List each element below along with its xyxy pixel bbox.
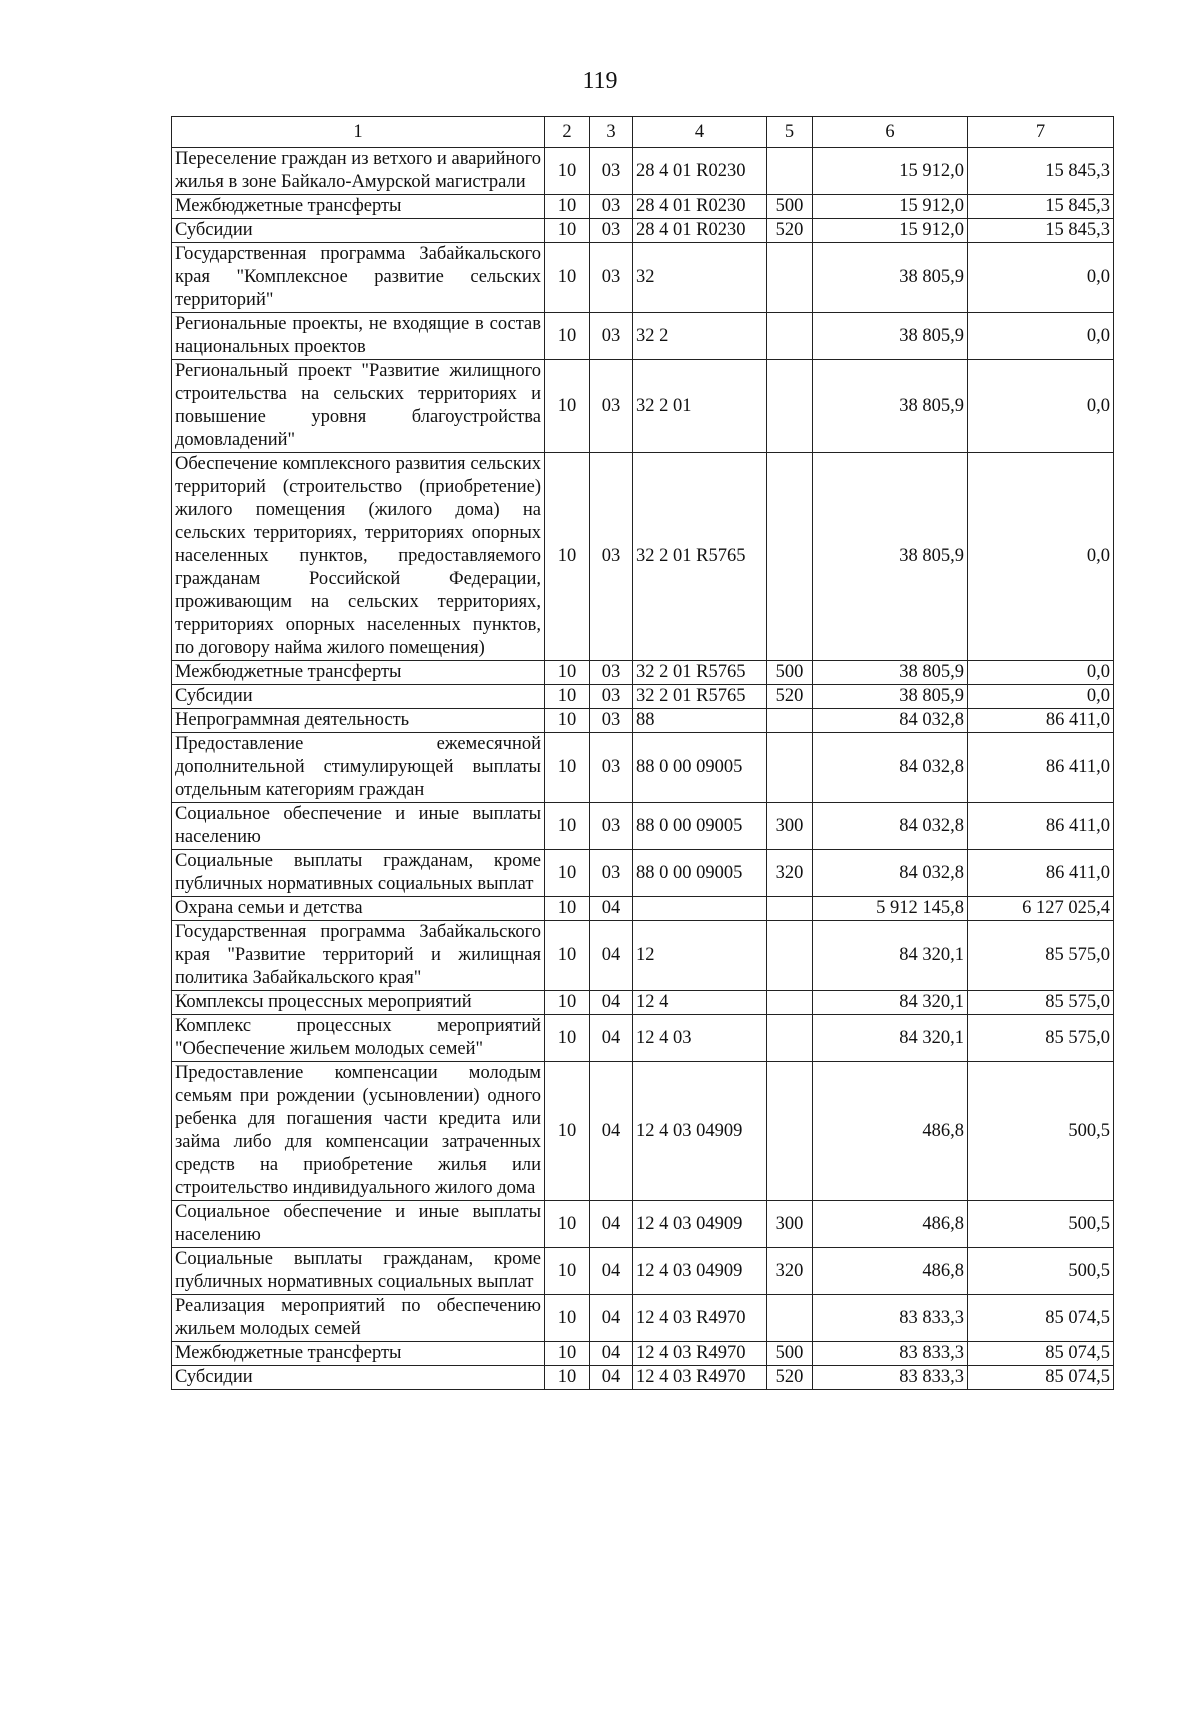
expense-type-cell: 320	[767, 1248, 813, 1295]
amount-year1-cell: 83 833,3	[813, 1295, 968, 1342]
table-row	[172, 313, 1114, 360]
amount-year1-cell: 84 032,8	[813, 733, 968, 803]
section-code-cell: 10	[545, 1201, 590, 1248]
subsection-code-cell: 03	[590, 685, 633, 709]
target-article-cell: 12 4 03 R4970	[633, 1295, 767, 1342]
amount-year2-cell: 500,5	[968, 1201, 1114, 1248]
target-article-cell	[633, 897, 767, 921]
section-code-cell: 10	[545, 219, 590, 243]
section-code-cell: 10	[545, 195, 590, 219]
row-name-cell: Государственная программа Забайкальского края "Комплексное развитие сельских территорий"	[172, 243, 545, 313]
amount-year1-cell: 486,8	[813, 1201, 968, 1248]
amount-year1-cell: 84 320,1	[813, 1015, 968, 1062]
column-header-2: 2	[545, 117, 590, 148]
expense-type-cell	[767, 148, 813, 195]
column-header-6: 6	[813, 117, 968, 148]
column-header-3: 3	[590, 117, 633, 148]
row-name-cell: Субсидии	[172, 685, 545, 709]
amount-year2-cell: 86 411,0	[968, 803, 1114, 850]
subsection-code-cell: 04	[590, 1062, 633, 1201]
amount-year2-cell: 86 411,0	[968, 709, 1114, 733]
amount-year1-cell: 38 805,9	[813, 243, 968, 313]
section-code-cell: 10	[545, 1015, 590, 1062]
subsection-code-cell: 03	[590, 360, 633, 453]
amount-year1-cell: 15 912,0	[813, 195, 968, 219]
target-article-cell: 28 4 01 R0230	[633, 195, 767, 219]
row-name-cell: Предоставление компенсации молодым семьям при рождении (усыновлении) одного ребенка для погашения части кредита или займа либо для компенсации затраченных средств на приобретение жилья или строительство индивидуального жилого дома	[172, 1062, 545, 1201]
subsection-code-cell: 03	[590, 850, 633, 897]
amount-year1-cell: 83 833,3	[813, 1342, 968, 1366]
row-name-cell: Комплекс процессных мероприятий "Обеспечение жильем молодых семей"	[172, 1015, 545, 1062]
expense-type-cell	[767, 313, 813, 360]
expense-type-cell	[767, 991, 813, 1015]
subsection-code-cell: 03	[590, 313, 633, 360]
section-code-cell: 10	[545, 1062, 590, 1201]
expense-type-cell	[767, 1015, 813, 1062]
amount-year1-cell: 84 032,8	[813, 803, 968, 850]
subsection-code-cell: 03	[590, 219, 633, 243]
row-name-cell: Охрана семьи и детства	[172, 897, 545, 921]
amount-year1-cell: 486,8	[813, 1062, 968, 1201]
section-code-cell: 10	[545, 1248, 590, 1295]
amount-year2-cell: 0,0	[968, 313, 1114, 360]
section-code-cell: 10	[545, 243, 590, 313]
row-name-cell: Региональные проекты, не входящие в состав национальных проектов	[172, 313, 545, 360]
expense-type-cell	[767, 360, 813, 453]
section-code-cell: 10	[545, 453, 590, 661]
amount-year2-cell: 0,0	[968, 685, 1114, 709]
target-article-cell: 28 4 01 R0230	[633, 148, 767, 195]
target-article-cell: 32 2 01	[633, 360, 767, 453]
amount-year2-cell: 0,0	[968, 453, 1114, 661]
column-header-7: 7	[968, 117, 1114, 148]
budget-table	[171, 116, 1114, 1390]
row-name-cell: Межбюджетные трансферты	[172, 195, 545, 219]
table-row	[172, 1248, 1114, 1295]
table-row	[172, 148, 1114, 195]
row-name-cell: Комплексы процессных мероприятий	[172, 991, 545, 1015]
amount-year2-cell: 85 074,5	[968, 1295, 1114, 1342]
target-article-cell: 12 4	[633, 991, 767, 1015]
subsection-code-cell: 04	[590, 1201, 633, 1248]
section-code-cell: 10	[545, 991, 590, 1015]
subsection-code-cell: 04	[590, 1366, 633, 1390]
amount-year1-cell: 15 912,0	[813, 219, 968, 243]
expense-type-cell	[767, 709, 813, 733]
amount-year1-cell: 5 912 145,8	[813, 897, 968, 921]
table-row	[172, 803, 1114, 850]
amount-year2-cell: 500,5	[968, 1062, 1114, 1201]
target-article-cell: 12 4 03	[633, 1015, 767, 1062]
expense-type-cell: 500	[767, 1342, 813, 1366]
expense-type-cell: 500	[767, 661, 813, 685]
target-article-cell: 12 4 03 04909	[633, 1248, 767, 1295]
section-code-cell: 10	[545, 360, 590, 453]
table-row	[172, 1342, 1114, 1366]
row-name-cell: Региональный проект "Развитие жилищного строительства на сельских территориях и повышение уровня благоустройства домовладений"	[172, 360, 545, 453]
table-body	[172, 148, 1114, 1390]
amount-year1-cell: 38 805,9	[813, 453, 968, 661]
expense-type-cell: 520	[767, 1366, 813, 1390]
column-header-1: 1	[172, 117, 545, 148]
expense-type-cell	[767, 897, 813, 921]
section-code-cell: 10	[545, 897, 590, 921]
amount-year2-cell: 0,0	[968, 360, 1114, 453]
expense-type-cell	[767, 733, 813, 803]
expense-type-cell: 300	[767, 803, 813, 850]
amount-year2-cell: 6 127 025,4	[968, 897, 1114, 921]
amount-year2-cell: 86 411,0	[968, 733, 1114, 803]
expense-type-cell: 520	[767, 685, 813, 709]
amount-year1-cell: 84 032,8	[813, 850, 968, 897]
table-row	[172, 733, 1114, 803]
subsection-code-cell: 03	[590, 733, 633, 803]
target-article-cell: 32 2	[633, 313, 767, 360]
amount-year2-cell: 15 845,3	[968, 219, 1114, 243]
amount-year1-cell: 84 320,1	[813, 991, 968, 1015]
section-code-cell: 10	[545, 313, 590, 360]
table-row	[172, 1366, 1114, 1390]
subsection-code-cell: 03	[590, 453, 633, 661]
row-name-cell: Межбюджетные трансферты	[172, 661, 545, 685]
table-row	[172, 453, 1114, 661]
expense-type-cell: 300	[767, 1201, 813, 1248]
row-name-cell: Социальное обеспечение и иные выплаты населению	[172, 1201, 545, 1248]
row-name-cell: Субсидии	[172, 1366, 545, 1390]
amount-year1-cell: 486,8	[813, 1248, 968, 1295]
section-code-cell: 10	[545, 1366, 590, 1390]
expense-type-cell: 500	[767, 195, 813, 219]
amount-year2-cell: 85 575,0	[968, 991, 1114, 1015]
target-article-cell: 88 0 00 09005	[633, 733, 767, 803]
row-name-cell: Субсидии	[172, 219, 545, 243]
section-code-cell: 10	[545, 1342, 590, 1366]
subsection-code-cell: 04	[590, 1295, 633, 1342]
amount-year2-cell: 500,5	[968, 1248, 1114, 1295]
table-row	[172, 360, 1114, 453]
section-code-cell: 10	[545, 148, 590, 195]
table-row	[172, 195, 1114, 219]
target-article-cell: 88 0 00 09005	[633, 803, 767, 850]
table-header	[172, 117, 1114, 148]
amount-year2-cell: 86 411,0	[968, 850, 1114, 897]
subsection-code-cell: 03	[590, 803, 633, 850]
amount-year1-cell: 38 805,9	[813, 661, 968, 685]
amount-year1-cell: 38 805,9	[813, 360, 968, 453]
row-name-cell: Социальные выплаты гражданам, кроме публичных нормативных социальных выплат	[172, 850, 545, 897]
subsection-code-cell: 03	[590, 243, 633, 313]
section-code-cell: 10	[545, 803, 590, 850]
section-code-cell: 10	[545, 661, 590, 685]
table-row	[172, 661, 1114, 685]
table-row	[172, 1015, 1114, 1062]
table-row	[172, 709, 1114, 733]
subsection-code-cell: 04	[590, 921, 633, 991]
row-name-cell: Непрограммная деятельность	[172, 709, 545, 733]
row-name-cell: Социальное обеспечение и иные выплаты населению	[172, 803, 545, 850]
expense-type-cell	[767, 921, 813, 991]
amount-year2-cell: 15 845,3	[968, 148, 1114, 195]
target-article-cell: 32 2 01 R5765	[633, 685, 767, 709]
target-article-cell: 12 4 03 04909	[633, 1062, 767, 1201]
target-article-cell: 12 4 03 04909	[633, 1201, 767, 1248]
subsection-code-cell: 03	[590, 148, 633, 195]
table-row	[172, 219, 1114, 243]
section-code-cell: 10	[545, 921, 590, 991]
section-code-cell: 10	[545, 733, 590, 803]
table-row	[172, 1062, 1114, 1201]
amount-year1-cell: 38 805,9	[813, 685, 968, 709]
expense-type-cell	[767, 243, 813, 313]
table-row	[172, 685, 1114, 709]
column-header-4: 4	[633, 117, 767, 148]
target-article-cell: 32 2 01 R5765	[633, 453, 767, 661]
table-row	[172, 1295, 1114, 1342]
amount-year1-cell: 83 833,3	[813, 1366, 968, 1390]
amount-year1-cell: 38 805,9	[813, 313, 968, 360]
header-row	[172, 117, 1114, 148]
target-article-cell: 32 2 01 R5765	[633, 661, 767, 685]
table-row	[172, 850, 1114, 897]
amount-year1-cell: 15 912,0	[813, 148, 968, 195]
target-article-cell: 12 4 03 R4970	[633, 1342, 767, 1366]
subsection-code-cell: 04	[590, 897, 633, 921]
section-code-cell: 10	[545, 1295, 590, 1342]
expense-type-cell: 320	[767, 850, 813, 897]
target-article-cell: 12 4 03 R4970	[633, 1366, 767, 1390]
subsection-code-cell: 04	[590, 991, 633, 1015]
row-name-cell: Предоставление ежемесячной дополнительной стимулирующей выплаты отдельным категориям граждан	[172, 733, 545, 803]
target-article-cell: 32	[633, 243, 767, 313]
row-name-cell: Реализация мероприятий по обеспечению жильем молодых семей	[172, 1295, 545, 1342]
subsection-code-cell: 04	[590, 1248, 633, 1295]
page-number: 119	[582, 68, 618, 94]
target-article-cell: 28 4 01 R0230	[633, 219, 767, 243]
amount-year1-cell: 84 320,1	[813, 921, 968, 991]
amount-year2-cell: 0,0	[968, 661, 1114, 685]
expense-type-cell	[767, 453, 813, 661]
row-name-cell: Социальные выплаты гражданам, кроме публичных нормативных социальных выплат	[172, 1248, 545, 1295]
subsection-code-cell: 03	[590, 709, 633, 733]
subsection-code-cell: 04	[590, 1015, 633, 1062]
expense-type-cell	[767, 1295, 813, 1342]
expense-type-cell	[767, 1062, 813, 1201]
table-row	[172, 1201, 1114, 1248]
subsection-code-cell: 03	[590, 661, 633, 685]
subsection-code-cell: 03	[590, 195, 633, 219]
row-name-cell: Обеспечение комплексного развития сельских территорий (строительство (приобретение) жилого помещения (жилого дома) на сельских территориях, территориях опорных населенных пунктов, предоставляемого гражданам Российской Федерации, проживающим на сельских территориях, территориях опорных населенных пунктов, по договору найма жилого помещения)	[172, 453, 545, 661]
amount-year2-cell: 85 074,5	[968, 1342, 1114, 1366]
amount-year1-cell: 84 032,8	[813, 709, 968, 733]
column-header-5: 5	[767, 117, 813, 148]
target-article-cell: 12	[633, 921, 767, 991]
row-name-cell: Межбюджетные трансферты	[172, 1342, 545, 1366]
table-row	[172, 243, 1114, 313]
expense-type-cell: 520	[767, 219, 813, 243]
target-article-cell: 88 0 00 09005	[633, 850, 767, 897]
section-code-cell: 10	[545, 685, 590, 709]
target-article-cell: 88	[633, 709, 767, 733]
amount-year2-cell: 85 074,5	[968, 1366, 1114, 1390]
amount-year2-cell: 0,0	[968, 243, 1114, 313]
section-code-cell: 10	[545, 850, 590, 897]
table-row	[172, 991, 1114, 1015]
section-code-cell: 10	[545, 709, 590, 733]
row-name-cell: Переселение граждан из ветхого и аварийного жилья в зоне Байкало-Амурской магистрали	[172, 148, 545, 195]
amount-year2-cell: 15 845,3	[968, 195, 1114, 219]
subsection-code-cell: 04	[590, 1342, 633, 1366]
amount-year2-cell: 85 575,0	[968, 1015, 1114, 1062]
table-row	[172, 921, 1114, 991]
row-name-cell: Государственная программа Забайкальского края "Развитие территорий и жилищная политика Забайкальского края"	[172, 921, 545, 991]
table-row	[172, 897, 1114, 921]
amount-year2-cell: 85 575,0	[968, 921, 1114, 991]
